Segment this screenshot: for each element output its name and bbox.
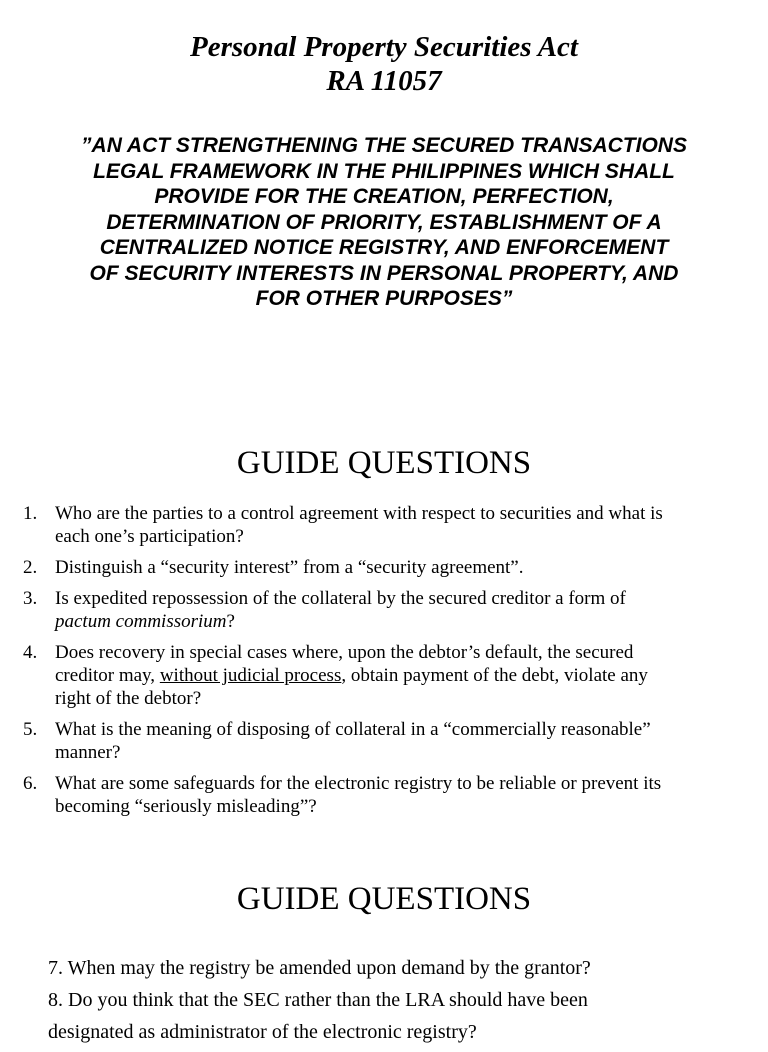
document-title: Personal Property Securities Act xyxy=(190,31,578,63)
section-heading: GUIDE QUESTIONS xyxy=(236,881,532,917)
question-number: 2. xyxy=(23,557,38,578)
act-long-title-line: CENTRALIZED NOTICE REGISTRY, AND ENFORCEMENT xyxy=(99,236,669,259)
question-item: designated as administrator of the electronic registry? xyxy=(48,1021,477,1043)
question-text: each one’s participation? xyxy=(55,526,244,547)
question-text-line xyxy=(55,610,748,633)
act-long-title-line: OF SECURITY INTERESTS IN PERSONAL PROPERTY, AND xyxy=(89,261,679,285)
underlined-phrase: without judicial process xyxy=(159,665,342,686)
question-item xyxy=(0,718,768,764)
question-list xyxy=(0,502,768,826)
question-text: What are some safeguards for the electronic registry to be reliable or prevent its xyxy=(55,773,662,794)
act-long-title-line: DETERMINATION OF PRIORITY, ESTABLISHMENT OF A xyxy=(106,210,662,234)
question-text: right of the debtor? xyxy=(55,688,202,709)
question-number: 5. xyxy=(23,719,38,740)
question-item xyxy=(0,556,768,579)
question-text-fragment: , obtain payment of the debt, violate any xyxy=(341,665,648,686)
question-list xyxy=(48,956,768,1052)
act-number: RA 11057 xyxy=(326,65,442,97)
question-item xyxy=(0,641,768,710)
act-long-title-line: LEGAL FRAMEWORK IN THE PHILIPPINES WHICH SHALL xyxy=(93,159,675,183)
question-text: Who are the parties to a control agreement with respect to securities and what is xyxy=(55,503,663,524)
act-long-title-line: PROVIDE FOR THE CREATION, PERFECTION, xyxy=(154,185,614,208)
question-item xyxy=(0,587,768,633)
question-item xyxy=(0,502,768,548)
question-text-line xyxy=(55,664,748,687)
question-text: becoming “seriously misleading”? xyxy=(55,796,317,817)
question-item: 8. Do you think that the SEC rather than the LRA should have been xyxy=(48,989,588,1011)
question-text: Is expedited repossession of the collateral by the secured creditor a form of xyxy=(55,588,626,609)
question-number: 1. xyxy=(23,503,38,524)
question-text: Distinguish a “security interest” from a “security agreement”. xyxy=(55,557,524,578)
question-item: 7. When may the registry be amended upon demand by the grantor? xyxy=(48,957,591,979)
question-text: Does recovery in special cases where, upon the debtor’s default, the secured xyxy=(55,642,634,663)
act-long-title xyxy=(0,133,768,312)
latin-term: pactum commissorium xyxy=(55,611,227,632)
question-number: 6. xyxy=(23,773,38,794)
question-number: 3. xyxy=(23,588,38,609)
question-text: manner? xyxy=(55,742,121,763)
question-text: What is the meaning of disposing of collateral in a “commercially reasonable” xyxy=(55,719,651,740)
question-text-fragment: creditor may, xyxy=(55,665,160,686)
section-heading: GUIDE QUESTIONS xyxy=(236,445,532,481)
act-long-title-line: ”AN ACT STRENGTHENING THE SECURED TRANSACTIONS xyxy=(81,134,687,157)
question-number: 4. xyxy=(23,642,38,663)
question-item xyxy=(0,772,768,818)
act-long-title-line: FOR OTHER PURPOSES” xyxy=(255,287,513,310)
question-text-fragment: ? xyxy=(226,611,235,632)
